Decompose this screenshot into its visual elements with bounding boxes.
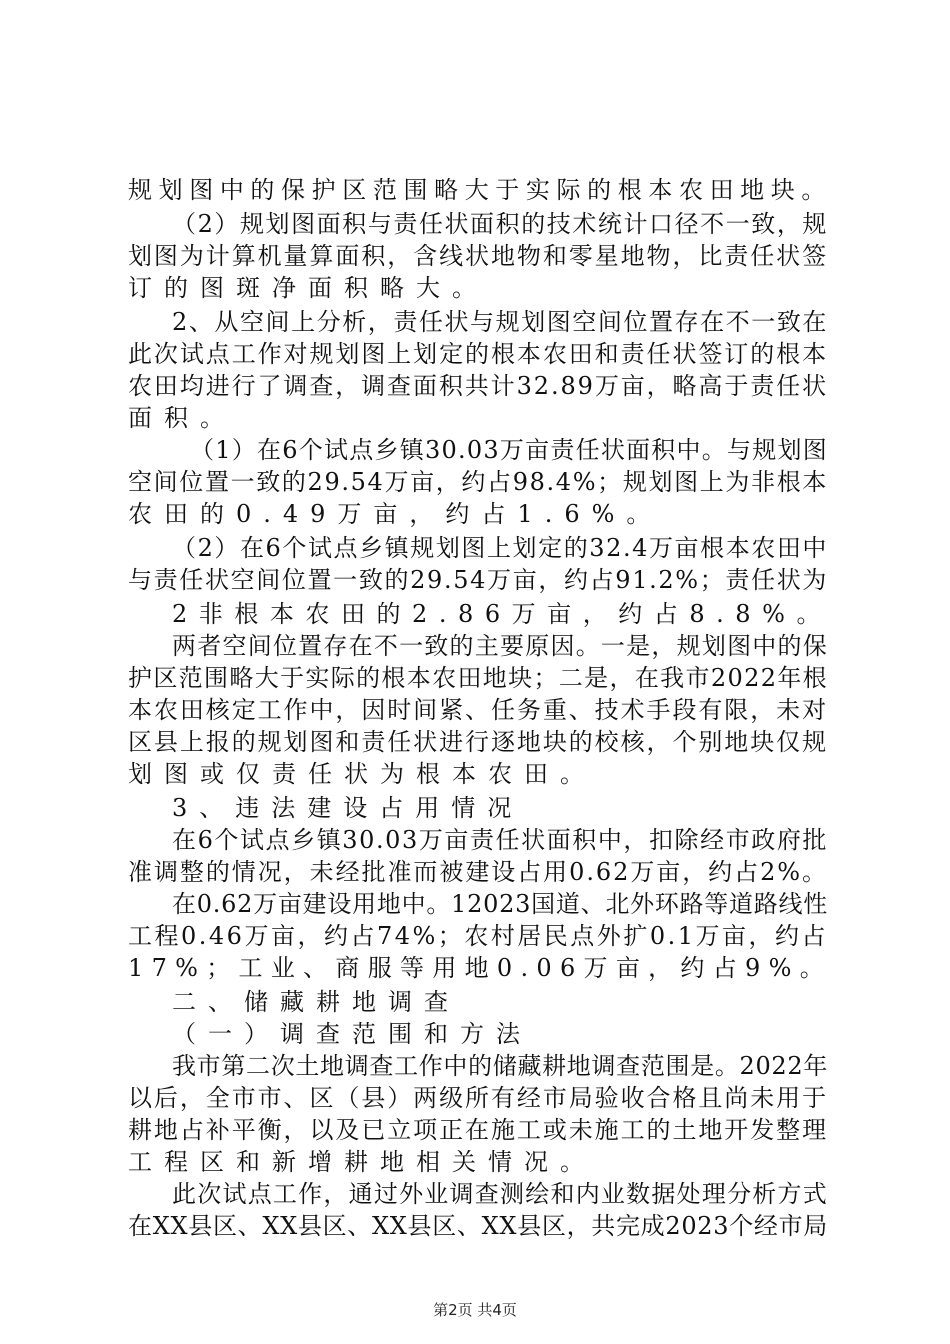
text-line: 17%；工业、商服等用地0.06万亩，约占9%。 xyxy=(128,954,832,982)
text-line: 面积。 xyxy=(128,404,236,432)
text-line: 耕地占补平衡，以及已立项正在施工或未施工的土地开发整理 xyxy=(128,1116,828,1144)
text-line: 此次试点工作，通过外业调查测绘和内业数据处理分析方式 xyxy=(172,1180,828,1208)
text-line: 在6个试点乡镇30.03万亩责任状面积中，扣除经市政府批 xyxy=(172,826,828,854)
text-line: （1）在6个试点乡镇30.03万亩责任状面积中。与规划图 xyxy=(190,436,828,464)
text-line: 本农田核定工作中，因时间紧、任务重、技术手段有限，未对 xyxy=(128,696,828,724)
page-number-footer: 第2页 共4页 xyxy=(433,1301,517,1319)
text-line: 2非根本农田的2.86万亩，约占8.8%。 xyxy=(172,600,832,628)
text-line: 在0.62万亩建设用地中。12023国道、北外环路等道路线性 xyxy=(172,890,828,918)
text-line: 农田均进行了调查，调查面积共计32.89万亩，略高于责任状 xyxy=(128,372,828,400)
text-line: （2）在6个试点乡镇规划图上划定的32.4万亩根本农田中 xyxy=(172,534,828,562)
text-line: 3、违法建设占用情况 xyxy=(172,794,524,822)
text-line: 护区范围略大于实际的根本农田地块；二是，在我市2022年根 xyxy=(128,664,828,692)
text-line: 空间位置一致的29.54万亩，约占98.4%；规划图上为非根本 xyxy=(128,468,828,496)
text-line: 在XX县区、XX县区、XX县区、XX县区，共完成2023个经市局 xyxy=(128,1212,828,1240)
text-line: （2）规划图面积与责任状面积的技术统计口径不一致，规 xyxy=(172,210,828,238)
text-line: 工程0.46万亩，约占74%；农村居民点外扩0.1万亩，约占 xyxy=(128,922,828,950)
section-heading: 二、储藏耕地调查 xyxy=(172,988,460,1016)
text-line: 规划图中的保护区范围略大于实际的根本农田地块。 xyxy=(128,176,832,204)
subsection-heading: （一）调查范围和方法 xyxy=(172,1020,532,1048)
text-line: 2、从空间上分析，责任状与规划图空间位置存在不一致在 xyxy=(172,308,828,336)
text-line: 农田的0.49万亩，约占1.6%。 xyxy=(128,500,663,528)
text-line: 两者空间位置存在不一致的主要原因。一是，规划图中的保 xyxy=(172,632,828,660)
text-line: 我市第二次土地调查工作中的储藏耕地调查范围是。2022年 xyxy=(172,1052,828,1080)
text-line: 准调整的情况，未经批准而被建设占用0.62万亩，约占2%。 xyxy=(128,858,828,886)
text-line: 此次试点工作对规划图上划定的根本农田和责任状签订的根本 xyxy=(128,340,828,368)
text-line: 区县上报的规划图和责任状进行逐地块的校核，个别地块仅规 xyxy=(128,728,828,756)
text-line: 划图为计算机量算面积，含线状地物和零星地物，比责任状签 xyxy=(128,242,828,270)
text-line: 订的图斑净面积略大。 xyxy=(128,274,488,302)
text-line: 工程区和新增耕地相关情况。 xyxy=(128,1148,596,1176)
text-line: 划图或仅责任状为根本农田。 xyxy=(128,760,596,788)
text-line: 与责任状空间位置一致的29.54万亩，约占91.2%；责任状为 xyxy=(128,566,828,594)
text-line: 以后，全市市、区（县）两级所有经市局验收合格且尚未用于 xyxy=(128,1084,828,1112)
